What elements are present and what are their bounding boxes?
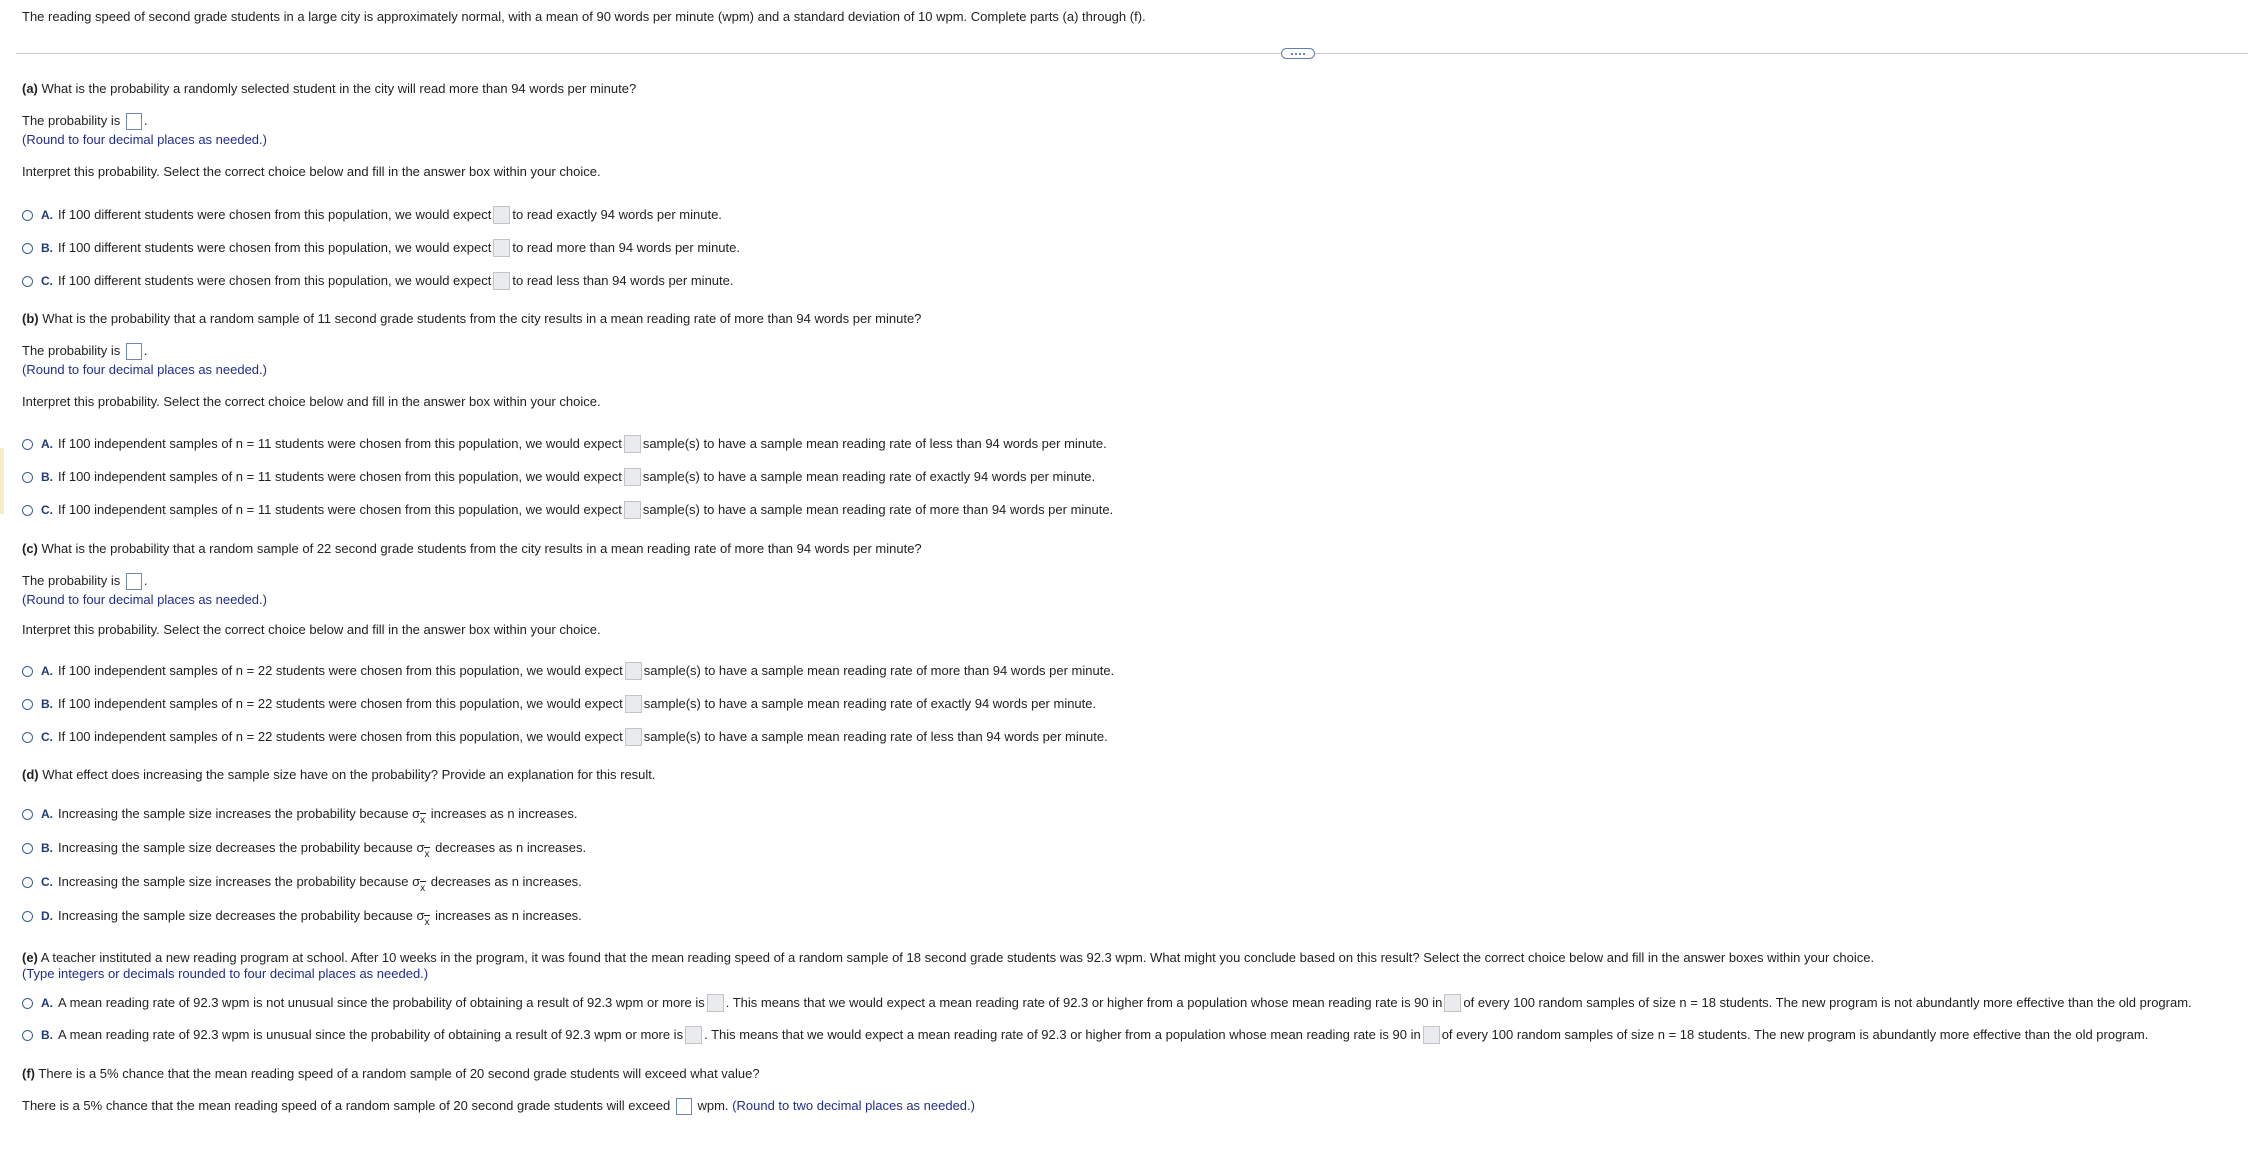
sigma-x-bar-symbol: σ x (412, 806, 426, 826)
part-c-choice-c[interactable]: C. If 100 independent samples of n = 22 students were chosen from this population, we would expect sample(s) to have a sample mean reading rate of less than 94 words per minute. (22, 728, 1108, 746)
part-e-question: (e) A teacher instituted a new reading program at school. After 10 weeks in the program, it was found that the mean reading speed of a random sample of 18 second grade students was 92.3 wpm. What might you conclude based on this result? Select the correct choice below and fill in the answer boxes within your choice. (22, 950, 1875, 965)
problem-statement: The reading speed of second grade students in a large city is approximately normal, with a mean of 90 words per minute (wpm) and a standard deviation of 10 wpm. Complete parts (a) through (f). (22, 9, 1146, 24)
radio-button[interactable] (22, 210, 33, 221)
divider (16, 53, 2248, 54)
part-b-round-hint: (Round to four decimal places as needed.) (22, 362, 267, 377)
sigma-x-bar-symbol: σ x (416, 908, 430, 928)
part-a-choice-b[interactable]: B. If 100 different students were chosen from this population, we would expect to read more than 94 words per minute. (22, 239, 740, 257)
radio-button[interactable] (22, 732, 33, 743)
part-c-question: (c) What is the probability that a random sample of 22 second grade students from the city results in a mean reading rate of more than 94 words per minute? (22, 541, 922, 556)
part-a-question: (a) What is the probability a randomly selected student in the city will read more than 94 words per minute? (22, 81, 637, 96)
part-e-choice-b[interactable]: B. A mean reading rate of 92.3 wpm is unusual since the probability of obtaining a result of 92.3 wpm or more is . This means that we would expect a mean reading rate of 92.3 or higher from a population whose mean reading rate is 90 in of every 100 random samples of size n = 18 students. The new program is abundantly more effective than the old program. (22, 1026, 2148, 1044)
radio-button[interactable] (22, 809, 33, 820)
radio-button[interactable] (22, 843, 33, 854)
part-a-choice-a[interactable]: A. If 100 different students were chosen from this population, we would expect to read exactly 94 words per minute. (22, 206, 722, 224)
answer-input[interactable] (493, 272, 510, 290)
dot-icon (1295, 53, 1297, 55)
part-f-answer: There is a 5% chance that the mean reading speed of a random sample of 20 second grade students will exceed wpm. (Round to two decimal places as needed.) (22, 1098, 975, 1115)
answer-input[interactable] (1423, 1026, 1440, 1044)
radio-button[interactable] (22, 243, 33, 254)
answer-input[interactable] (624, 435, 641, 453)
answer-input[interactable] (493, 206, 510, 224)
part-c-probability-input[interactable] (126, 573, 142, 590)
part-d-choice-a[interactable]: A. Increasing the sample size increases the probability because σ x increases as n increases. (22, 805, 577, 823)
radio-button[interactable] (22, 276, 33, 287)
answer-input[interactable] (625, 695, 642, 713)
sigma-x-bar-symbol: σ x (412, 874, 426, 894)
answer-input[interactable] (493, 239, 510, 257)
part-d-choice-d[interactable]: D. Increasing the sample size decreases the probability because σ x increases as n increases. (22, 907, 582, 925)
part-e-type-hint: (Type integers or decimals rounded to four decimal places as needed.) (22, 966, 429, 981)
part-b-probability-input[interactable] (126, 343, 142, 360)
part-a-interpret: Interpret this probability. Select the correct choice below and fill in the answer box within your choice. (22, 164, 601, 179)
part-e-choice-a[interactable]: A. A mean reading rate of 92.3 wpm is not unusual since the probability of obtaining a result of 92.3 wpm or more is . This means that we would expect a mean reading rate of 92.3 or higher from a population whose mean reading rate is 90 in of every 100 random samples of size n = 18 students. The new program is not abundantly more effective than the old program. (22, 994, 2192, 1012)
part-c-round-hint: (Round to four decimal places as needed.) (22, 592, 267, 607)
radio-button[interactable] (22, 699, 33, 710)
part-b-choice-b[interactable]: B. If 100 independent samples of n = 11 students were chosen from this population, we would expect sample(s) to have a sample mean reading rate of exactly 94 words per minute. (22, 468, 1095, 486)
answer-input[interactable] (624, 501, 641, 519)
dot-icon (1299, 53, 1301, 55)
expand-collapse-button[interactable] (1281, 48, 1315, 59)
answer-input[interactable] (624, 468, 641, 486)
radio-button[interactable] (22, 439, 33, 450)
radio-button[interactable] (22, 911, 33, 922)
part-a-probability: The probability is . (22, 113, 148, 130)
answer-input[interactable] (707, 994, 724, 1012)
radio-button[interactable] (22, 666, 33, 677)
part-a-round-hint: (Round to four decimal places as needed.) (22, 132, 267, 147)
part-b-choice-a[interactable]: A. If 100 independent samples of n = 11 students were chosen from this population, we would expect sample(s) to have a sample mean reading rate of less than 94 words per minute. (22, 435, 1107, 453)
answer-input[interactable] (625, 728, 642, 746)
radio-button[interactable] (22, 472, 33, 483)
radio-button[interactable] (22, 998, 33, 1009)
dot-icon (1291, 53, 1293, 55)
part-b-probability: The probability is . (22, 343, 148, 360)
part-b-interpret: Interpret this probability. Select the correct choice below and fill in the answer box within your choice. (22, 394, 601, 409)
answer-input[interactable] (625, 662, 642, 680)
side-marker (0, 448, 4, 514)
sigma-x-bar-symbol: σ x (416, 840, 430, 860)
part-d-choice-c[interactable]: C. Increasing the sample size increases the probability because σ x decreases as n increases. (22, 873, 582, 891)
part-d-choice-b[interactable]: B. Increasing the sample size decreases the probability because σ x decreases as n increases. (22, 839, 586, 857)
part-f-answer-input[interactable] (676, 1098, 692, 1115)
part-b-question: (b) What is the probability that a random sample of 11 second grade students from the city results in a mean reading rate of more than 94 words per minute? (22, 311, 922, 326)
part-a-probability-input[interactable] (126, 113, 142, 130)
radio-button[interactable] (22, 877, 33, 888)
radio-button[interactable] (22, 505, 33, 516)
answer-input[interactable] (685, 1026, 702, 1044)
part-b-choice-c[interactable]: C. If 100 independent samples of n = 11 students were chosen from this population, we would expect sample(s) to have a sample mean reading rate of more than 94 words per minute. (22, 501, 1113, 519)
part-d-question: (d) What effect does increasing the sample size have on the probability? Provide an explanation for this result. (22, 767, 656, 782)
answer-input[interactable] (1444, 994, 1461, 1012)
part-f-question: (f) There is a 5% chance that the mean reading speed of a random sample of 20 second grade students will exceed what value? (22, 1066, 760, 1081)
part-c-interpret: Interpret this probability. Select the correct choice below and fill in the answer box within your choice. (22, 622, 601, 637)
part-c-choice-b[interactable]: B. If 100 independent samples of n = 22 students were chosen from this population, we would expect sample(s) to have a sample mean reading rate of exactly 94 words per minute. (22, 695, 1096, 713)
part-a-choice-c[interactable]: C. If 100 different students were chosen from this population, we would expect to read less than 94 words per minute. (22, 272, 733, 290)
part-c-choice-a[interactable]: A. If 100 independent samples of n = 22 students were chosen from this population, we would expect sample(s) to have a sample mean reading rate of more than 94 words per minute. (22, 662, 1114, 680)
dot-icon (1303, 53, 1305, 55)
radio-button[interactable] (22, 1030, 33, 1041)
part-c-probability: The probability is . (22, 573, 148, 590)
